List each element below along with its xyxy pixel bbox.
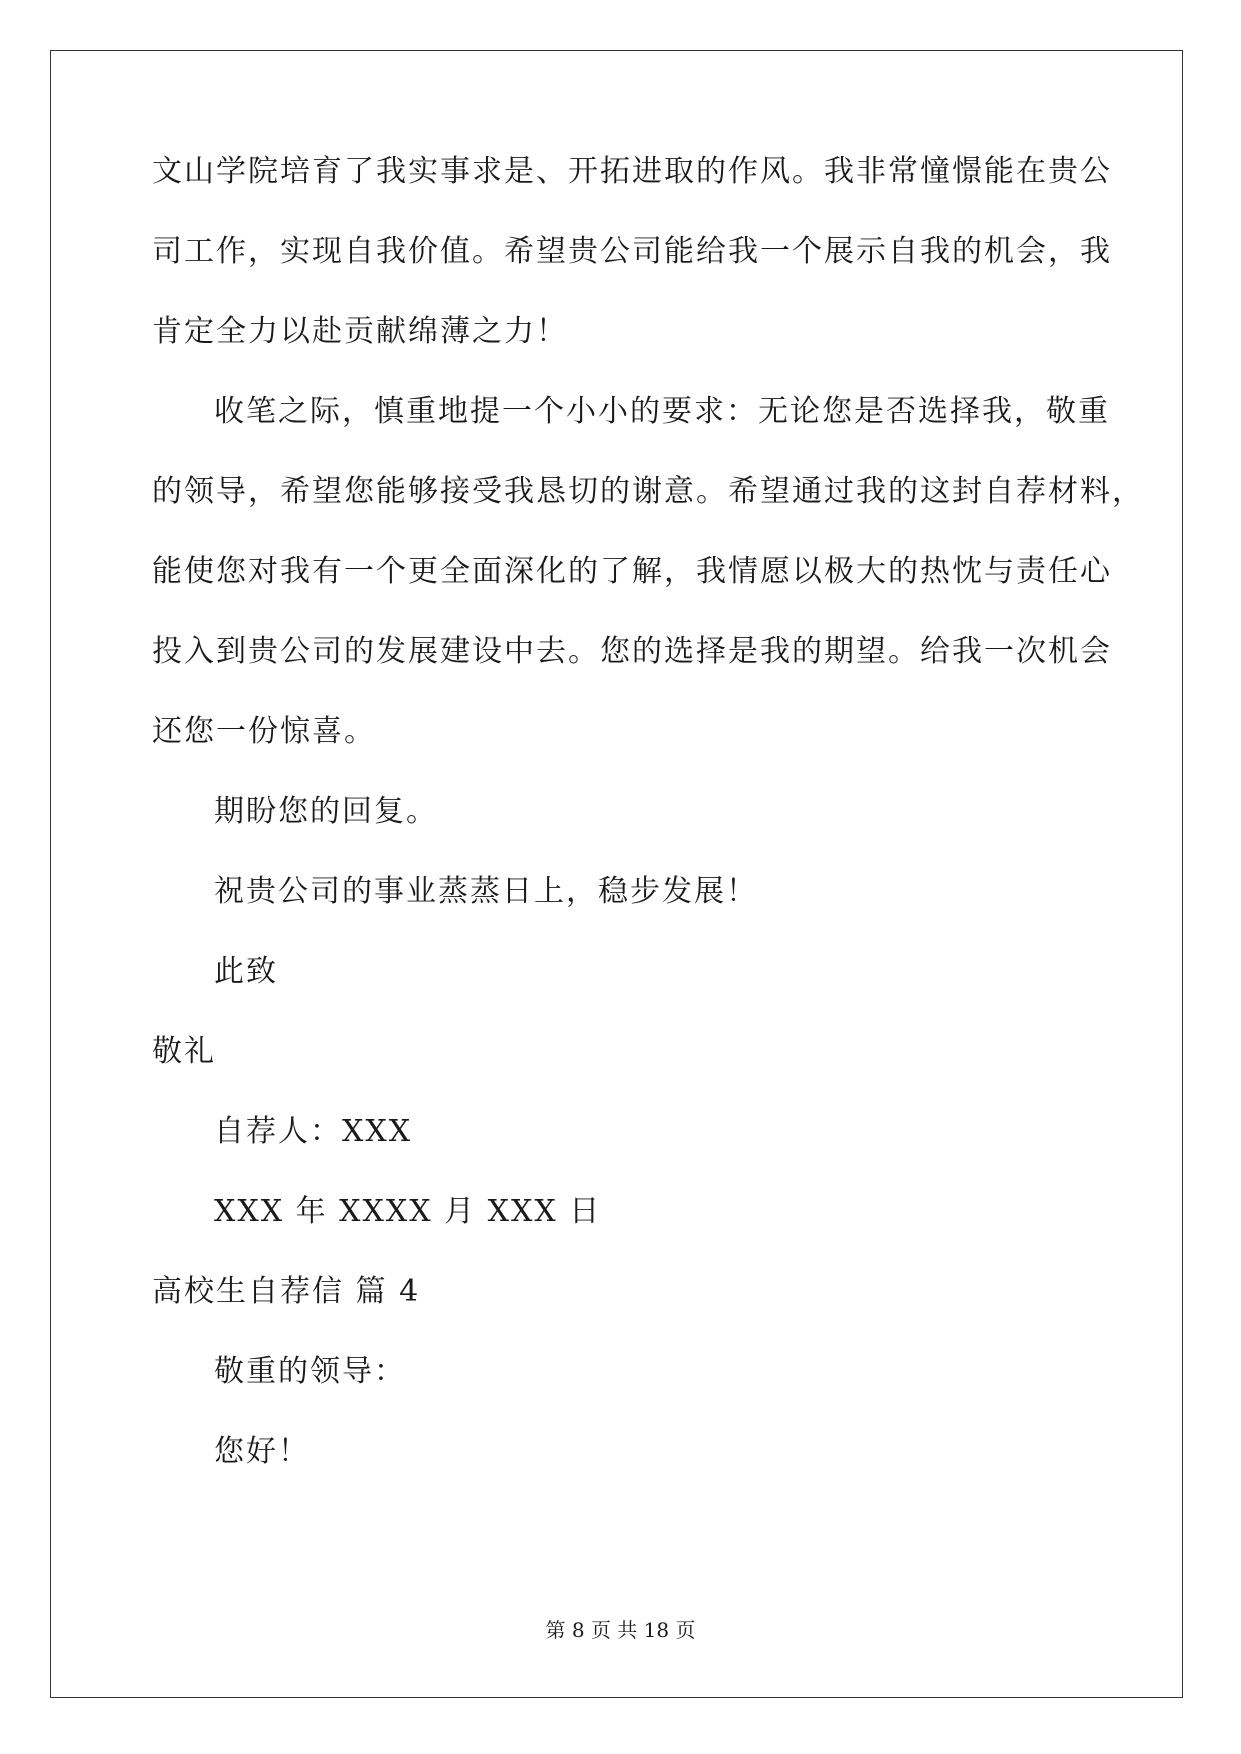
body-line: 祝贵公司的事业蒸蒸日上，稳步发展！: [214, 874, 758, 909]
closing-salutation: 此致: [214, 954, 278, 989]
body-line: 能使您对我有一个更全面深化的了解，我情愿以极大的热忱与责任心: [152, 554, 1112, 589]
greeting-line: 您好！: [214, 1434, 310, 1469]
body-line: 还您一份惊喜。: [152, 714, 376, 749]
body-line: 司工作，实现自我价值。希望贵公司能给我一个展示自我的机会，我: [152, 234, 1112, 269]
body-line: 肯定全力以赴贡献绵薄之力！: [152, 314, 568, 349]
page-number-footer: 第 8 页 共 18 页: [545, 1618, 696, 1642]
body-line: 收笔之际，慎重地提一个小小的要求：无论您是否选择我，敬重: [214, 394, 1110, 429]
body-line: 的领导，希望您能够接受我恳切的谢意。希望通过我的这封自荐材料，: [152, 474, 1144, 509]
body-line: 投入到贵公司的发展建设中去。您的选择是我的期望。给我一次机会: [152, 634, 1112, 669]
body-line: 文山学院培育了我实事求是、开拓进取的作风。我非常憧憬能在贵公: [152, 154, 1112, 189]
section-heading: 高校生自荐信 篇 4: [152, 1274, 421, 1309]
signature-line: 自荐人：XXX: [214, 1114, 413, 1149]
body-line: 期盼您的回复。: [214, 794, 438, 829]
date-line: XXX 年 XXXX 月 XXX 日: [214, 1194, 602, 1229]
greeting-line: 敬重的领导：: [214, 1354, 406, 1389]
closing-regards: 敬礼: [152, 1034, 216, 1069]
